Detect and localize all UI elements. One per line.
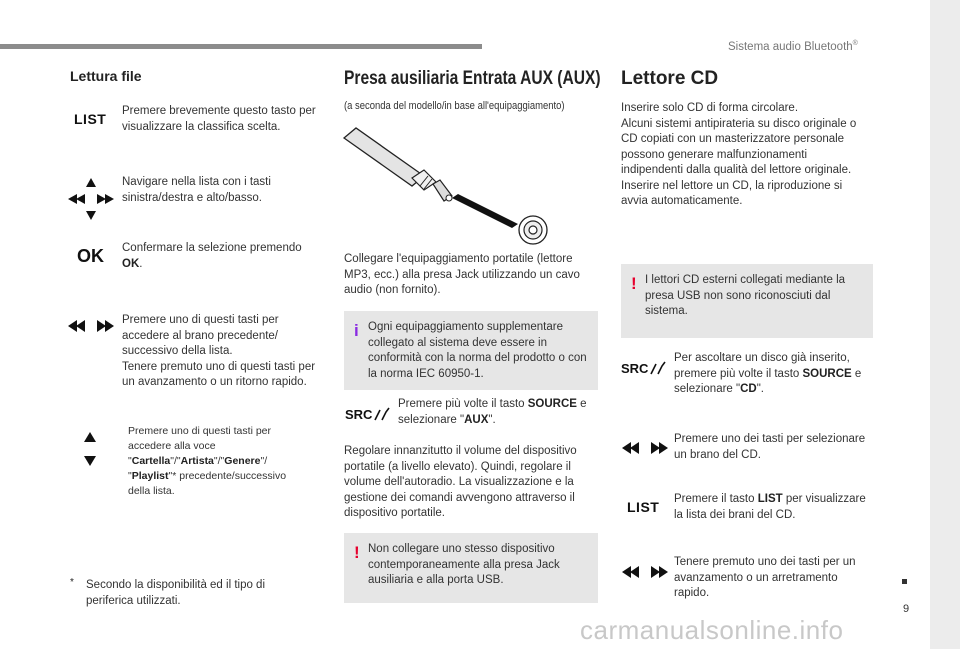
section-heading-aux: Presa ausiliaria Entrata AUX (AUX) <box>344 68 601 89</box>
warning-icon: ! <box>354 543 360 562</box>
info-callout <box>344 311 598 390</box>
aux-connect-instruction: Collegare l'equipaggiamento portatile (lettore MP3, ecc.) alla presa Jack utilizzando un cavo audio (non fornito). <box>344 253 580 296</box>
list-instruction: Premere brevemente questo tasto per visualizzare la classifica scelta. <box>122 105 316 133</box>
watermark: carmanualsonline.info <box>580 615 844 645</box>
cd-source-instruction: Per ascoltare un disco già inserito, premere più volte il tasto SOURCE e selezionare "CD". <box>674 352 862 395</box>
page-number: 9 <box>903 603 910 615</box>
volume-instruction: Regolare innanzitutto il volume del dispositivo portatile (a livello elevato). Quindi, regolare il volume dell'autoradio. La visualizzazione e la gestione dei comandi avvengono attraverso il dispositivo portatile. <box>344 445 577 519</box>
cd-fast-instruction: Tenere premuto uno dei tasti per un avanzamento o un arretramento rapido. <box>674 556 856 599</box>
src-button-label: SRC <box>621 361 649 376</box>
navigate-instruction: Navigare nella lista con i tasti sinistra/destra e alto/basso. <box>122 176 271 204</box>
list-button-icon: LIST <box>74 111 107 127</box>
ok-button-icon: OK <box>77 246 104 266</box>
cd-list-instruction: Premere il tasto LIST per visualizzare la lista dei brani del CD. <box>674 493 866 521</box>
cd-track-instruction: Premere uno dei tasti per selezionare un brano del CD. <box>674 433 866 461</box>
confirm-instruction: Confermare la selezione premendo OK. <box>122 242 302 270</box>
section-heading-cd: Lettore CD <box>621 68 719 89</box>
cd-intro-text: Inserire solo CD di forma circolare. Alcuni sistemi antipirateria su disco originale o CD copiati con un masterizzatore personale possono generare malfunzionamenti indipendenti dalla qualità del lettore originale. Inserire nel lettore un CD, la riproduzione si avvia automaticamente. <box>621 102 857 207</box>
warning-callout-aux <box>344 533 598 603</box>
src-button-icon <box>345 406 391 422</box>
page-edge-strip <box>930 0 960 649</box>
prev-next-arrows-icon <box>68 319 114 333</box>
list-button-icon: LIST <box>627 499 660 515</box>
prev-next-instruction: Premere uno di questi tasti per accedere al brano precedente/ successivo della lista. Tenere premuto uno di questi tasti per un avanzamento o un ritorno rapido. <box>122 314 316 388</box>
prev-next-arrows-icon <box>622 441 668 455</box>
warning-callout-cd-text: I lettori CD esterni collegati mediante la presa USB non sono riconosciuti dal sistema. <box>645 274 846 317</box>
info-callout-text: Ogni equipaggiamento supplementare collegato al sistema deve essere in conformità con la norma del prodotto o con la norma IEC 60950-1. <box>368 321 587 380</box>
warning-callout-aux-text: Non collegare uno stesso dispositivo contemporaneamente alla presa Jack ausiliaria e alla porta USB. <box>368 543 560 586</box>
src-button-icon <box>621 360 667 376</box>
footnote-text: Secondo la disponibilità ed il tipo di periferica utilizzati. <box>86 579 266 607</box>
jack-cable-illustration <box>340 124 550 248</box>
warning-callout-cd <box>621 264 873 338</box>
warning-icon: ! <box>631 274 637 293</box>
prev-next-arrows-icon <box>622 565 668 579</box>
page-marker <box>902 579 907 584</box>
category-instruction: Premere uno di questi tasti per accedere alla voce "Cartella"/"Artista"/"Genere"/ "Playlist"* precedente/successivo della lista. <box>128 425 287 497</box>
section-heading-lettura-file: Lettura file <box>70 68 142 84</box>
up-down-arrows-icon <box>82 431 98 467</box>
header-rule <box>0 44 482 49</box>
four-way-arrows-icon <box>66 176 116 222</box>
info-icon: i <box>354 321 359 340</box>
page-header-title: Sistema audio Bluetooth® <box>728 40 858 53</box>
src-button-label: SRC <box>345 407 373 422</box>
footnote-marker: * <box>70 577 74 588</box>
equipment-note: (a seconda del modello/in base all'equipaggiamento) <box>344 100 565 112</box>
aux-source-instruction: Premere più volte il tasto SOURCE e selezionare "AUX". <box>398 398 587 426</box>
